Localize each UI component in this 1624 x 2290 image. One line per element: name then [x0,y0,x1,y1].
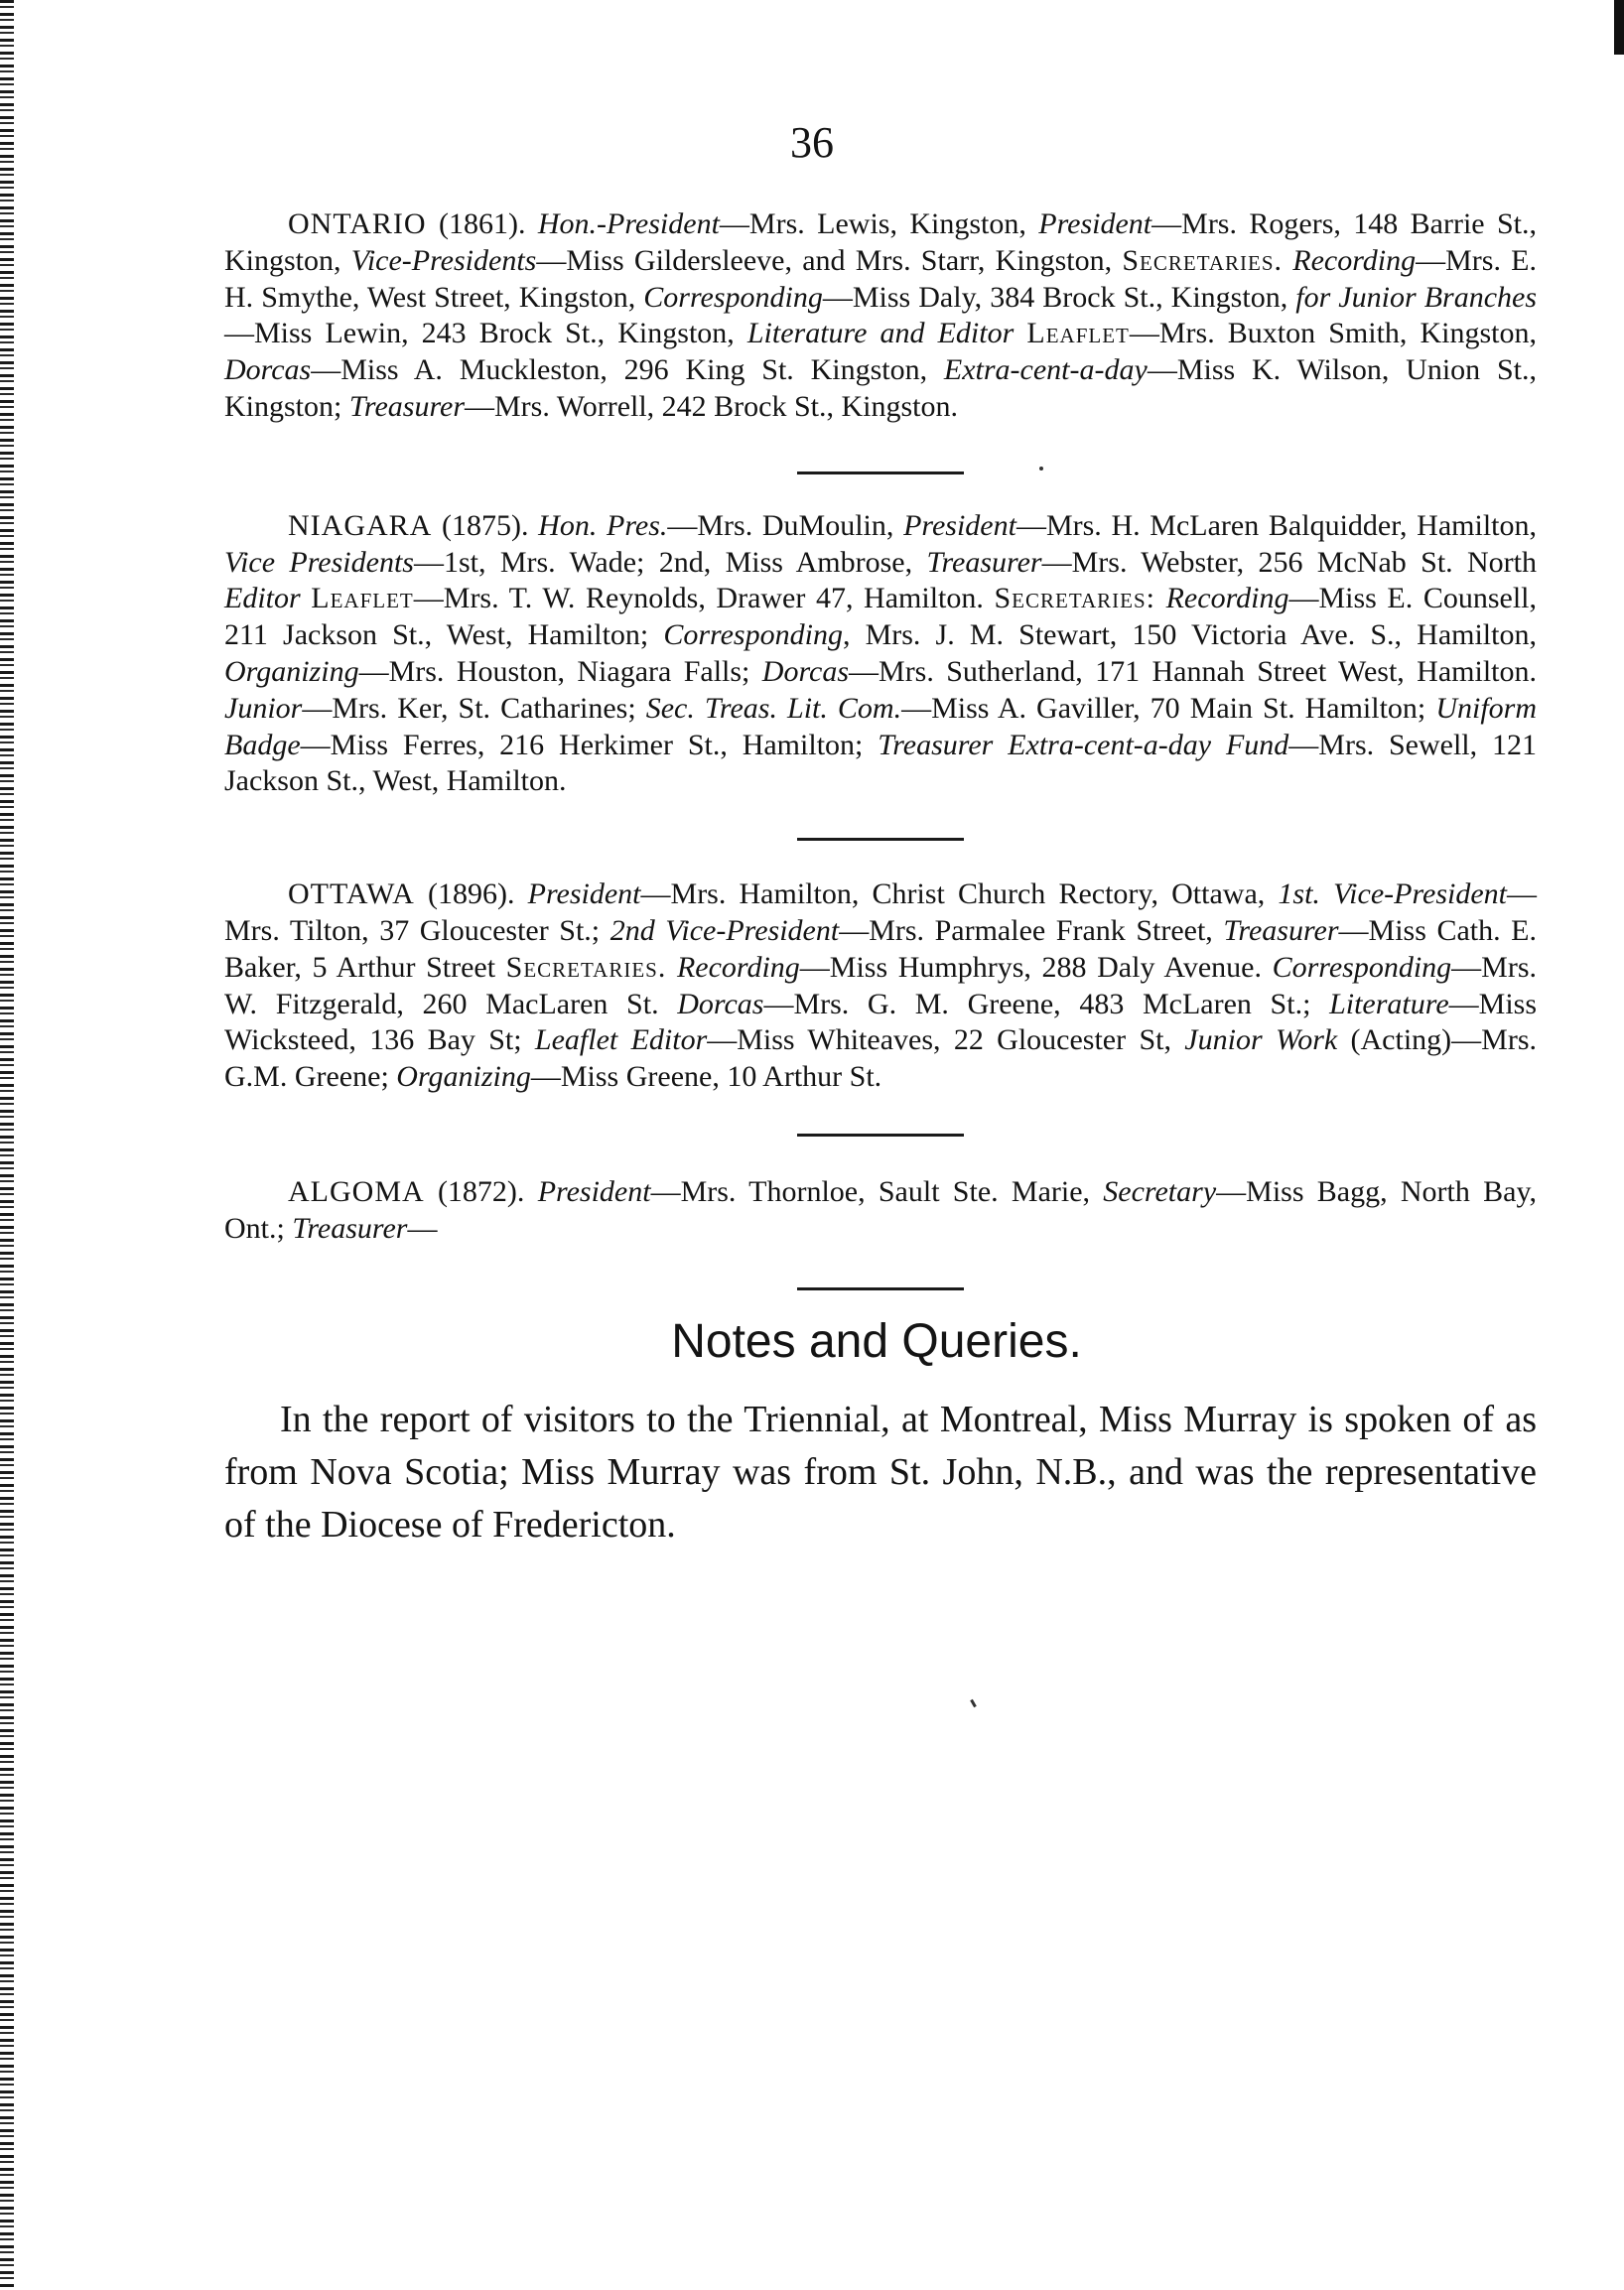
role-title: President [1038,207,1152,240]
role-title: Editor [224,582,301,615]
entry-detail: —Mrs. Houston, Niagara Falls; [358,654,762,688]
entry-detail [1014,317,1026,349]
entry-detail: —Mrs. Lewis, Kingston, [719,207,1039,240]
role-title: for Junior Branches [1295,280,1537,314]
role-title: Literature [1329,987,1449,1020]
role-title: Leaflet Editor [534,1023,708,1057]
role-title: Vice-Presidents [350,243,537,277]
diocese-year: (1875). [442,508,529,542]
entry-detail [1283,244,1292,277]
role-title: Corresponding [663,618,843,652]
notes-heading: Notes and Queries. [671,1314,1082,1368]
entry-detail: —Mrs. Sutherland, 171 Hannah Street West, Hamilton. [849,654,1537,688]
entry-detail: —Mrs. Hamilton, Christ Church Rectory, Ottawa, [640,877,1279,911]
role-title: Sec. Treas. Lit. Com. [645,691,902,725]
role-title: Organizing [396,1060,531,1094]
entry-text [224,877,1537,1093]
entry-detail: —Mrs. Parmalee Frank Street, [839,913,1224,947]
entry-detail: , Mrs. J. M. Stewart, 150 Victoria Ave. S., Hamilton, [842,618,1537,652]
entry-detail [1155,582,1166,614]
entry-detail: —Mrs. Webster, 256 McNab St. North [1041,545,1538,579]
page-number: 36 [790,118,834,167]
entry-detail: —Miss Cath. E. Baker, 5 Arthur Street [224,913,1537,984]
entry-detail: —Mrs. Rogers, 148 Barrie St., Kingston, [224,207,1538,277]
diocese-year: (1861). [439,207,526,240]
section-divider [797,1287,964,1290]
notes-text: In the report of visitors to the Triennial, at Montreal, Miss Murray is spoken of as from Nova Scotia; Miss Murray was from St. John, N.B., and was the representative of the Diocese of Fredericton. [224,1398,1537,1546]
entry-detail: —Mrs. Worrell, 242 Brock St., Kingston. [465,389,959,423]
entry-detail: —Mrs. W. Fitzgerald, 260 MacLaren St. [224,950,1537,1020]
role-title: Recording [1292,243,1417,277]
role-title: Corresponding [1272,950,1452,984]
diocese-name: NIAGARA [288,508,433,542]
entry-detail: —Miss A. Muckleston, 296 King St. Kingston, [311,353,944,387]
entry-detail: —Mrs. Ker, St. Catharines; [302,691,646,725]
role-title: Recording [1165,582,1289,615]
section-label: Secretaries. [505,950,667,984]
print-speck [970,1699,977,1707]
role-title: Treasurer [292,1211,408,1245]
role-title: President [537,1174,651,1208]
entry-detail: —Mrs. DuMoulin, [667,508,904,542]
entry-detail: —Mrs. E. H. Smythe, West Street, Kingston, [224,243,1537,314]
diocese-year: (1872). [437,1174,525,1208]
role-title: Dorcas [677,987,764,1020]
role-title: Organizing [224,654,359,688]
diocese-name: ONTARIO [288,207,427,240]
entry-detail: —Mrs. Buxton Smith, Kingston, [1129,317,1538,350]
role-title: Corresponding [643,280,823,314]
role-title: Treasurer [1223,913,1339,947]
role-title: President [903,508,1016,542]
entry-detail [301,582,312,614]
entry-detail [666,951,677,984]
entry-detail: —Miss A. Gaviller, 70 Main St. Hamilton; [901,691,1436,725]
section-label: Leaflet [1026,317,1130,350]
entry-detail: —Mrs. Thornloe, Sault Ste. Marie, [650,1174,1104,1208]
role-title: Uniform Badge [224,691,1537,761]
entry-text [224,509,1537,798]
role-title: 2nd Vice-President [609,913,840,947]
entry-detail: —Miss K. Wilson, Union St., Kingston; [224,353,1537,423]
section-divider [797,1134,964,1137]
entry-detail: —Mrs. Sewell, 121 Jackson St., West, Hamilton. [224,728,1537,798]
role-title: Secretary [1103,1174,1217,1208]
section-label: Secretaries: [994,582,1155,615]
role-title: Treasurer [926,545,1042,579]
entry-detail: —Miss Ferres, 216 Herkimer St., Hamilton; [300,728,879,761]
role-title: Literature and Editor [746,317,1015,350]
notes-paragraph [224,1394,1537,1551]
role-title: Vice Presidents [224,545,414,579]
entry-ontario [224,206,1537,426]
entry-detail: —Miss Bagg, North Bay, Ont.; [224,1174,1537,1245]
entry-detail: —Miss Wicksteed, 136 Bay St; [224,987,1537,1057]
role-title: 1st. Vice-President [1278,877,1508,911]
entry-detail: —Mrs. T. W. Reynolds, Drawer 47, Hamilton. [413,582,995,615]
role-title: Hon. Pres. [538,508,668,542]
section-label: Leaflet [311,582,414,615]
role-title: Hon.-President [537,207,720,240]
entry-detail: — [407,1211,438,1245]
entry-detail: —Miss Whiteaves, 22 Gloucester St, [707,1023,1185,1057]
section-divider [797,471,964,474]
section-divider [797,838,964,841]
role-title: President [527,877,641,911]
role-title: Dorcas [761,654,850,688]
scan-edge-mark [1614,0,1624,55]
entry-detail: —Mrs. H. McLaren Balquidder, Hamilton, [1015,508,1537,542]
print-speck [1039,467,1043,471]
entry-niagara [224,508,1537,800]
section-label: Secretaries. [1122,243,1284,277]
role-title: Dorcas [224,353,312,387]
role-title: Recording [676,950,800,984]
entry-detail: —Miss Gildersleeve, and Mrs. Starr, Kingston, [536,243,1123,277]
entry-ottawa [224,876,1537,1096]
role-title: Extra-cent-a-day [943,353,1148,387]
diocese-name: OTTAWA [288,877,415,911]
binding-edge [0,0,14,2290]
diocese-year: (1896). [428,877,515,911]
entry-detail: —1st, Mrs. Wade; 2nd, Miss Ambrose, [413,545,927,579]
role-title: Treasurer Extra-cent-a-day Fund [878,728,1289,761]
entry-detail: —Mrs. Tilton, 37 Gloucester St.; [224,877,1538,947]
diocese-entries [224,206,1537,1551]
entry-detail: (Acting)—Mrs. G.M. Greene; [224,1023,1537,1094]
entry-detail: —Miss Greene, 10 Arthur St. [530,1060,882,1094]
entry-detail: —Miss Lewin, 243 Brock St., Kingston, [224,317,747,350]
role-title: Treasurer [348,389,465,423]
entry-algoma [224,1174,1537,1248]
role-title: Junior Work [1184,1023,1338,1057]
entry-detail: —Miss E. Counsell, 211 Jackson St., West, Hamilton; [224,582,1538,652]
diocese-name: ALGOMA [288,1174,425,1208]
entry-detail: —Mrs. G. M. Greene, 483 McLaren St.; [763,987,1330,1020]
entry-detail: —Miss Humphrys, 288 Daly Avenue. [799,950,1273,984]
entry-detail: —Miss Daly, 384 Brock St., Kingston, [822,280,1296,314]
role-title: Junior [224,691,303,725]
